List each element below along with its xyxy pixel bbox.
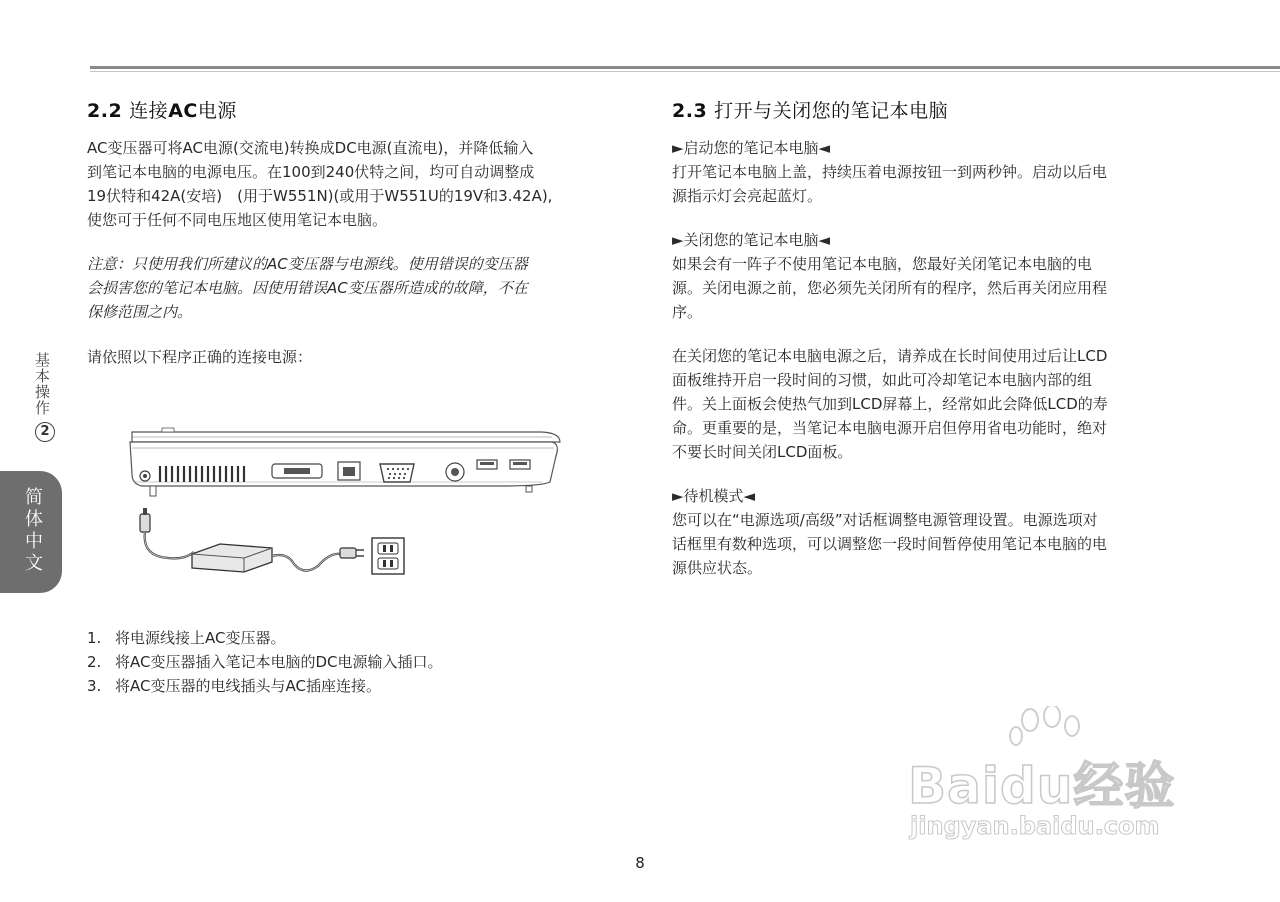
lcd-line: 在关闭您的笔记本电脑电源之后，请养成在长时间使用过后让LCD xyxy=(672,347,1108,365)
section-2-3-heading xyxy=(672,96,1192,123)
header-rule-thin xyxy=(90,71,1280,72)
standby-line: 话框里有数种选项，可以调整您一段时间暂停使用笔记本电脑的电 xyxy=(672,535,1108,553)
intro-line: AC变压器可将AC电源(交流电)转换成DC电源(直流电)，并降低输入 xyxy=(87,139,534,157)
note-line: 保修范围之内。 xyxy=(87,303,193,321)
ac-adapter-intro xyxy=(87,136,607,232)
step-text: 将电源线接上AC变压器。 xyxy=(115,629,286,647)
note-line: 注意：只使用我们所建议的AC变压器与电源线。使用错误的变压器 xyxy=(87,255,528,273)
standby-line: 您可以在“电源选项/高级”对话框调整电源管理设置。电源选项对 xyxy=(672,511,1098,529)
intro-line: 使您可于任何不同电压地区使用笔记本电脑。 xyxy=(87,211,388,229)
shutdown-line: 如果会有一阵子不使用笔记本电脑，您最好关闭笔记本电脑的电 xyxy=(672,255,1093,273)
shutdown-laptop-title: ►关闭您的笔记本电脑◄ xyxy=(672,231,831,249)
section-2-3-heading-text: 打开与关闭您的笔记本电脑 xyxy=(714,100,949,122)
language-tab-label: 简体中文 xyxy=(22,487,43,575)
chapter-marker xyxy=(32,352,58,442)
watermark-brand: Baidu经验 xyxy=(908,757,1176,815)
lcd-line: 面板维持开启一段时间的习惯，如此可冷却笔记本电脑内部的组 xyxy=(672,371,1093,389)
shutdown-line: 序。 xyxy=(672,303,703,321)
section-2-2-heading-ac: AC xyxy=(168,100,198,122)
header-rule xyxy=(90,66,1280,69)
section-2-2-number: 2.2 xyxy=(87,100,123,122)
lcd-line: 命。更重要的是，当笔记本电脑电源开启但停用省电功能时，绝对 xyxy=(672,419,1108,437)
start-line: 打开笔记本电脑上盖，持续压着电源按钮一到两秒钟。启动以后电 xyxy=(672,163,1108,181)
step-text: 将AC变压器的电线插头与AC插座连接。 xyxy=(115,677,381,695)
procedure-steps xyxy=(87,626,607,698)
section-2-2-heading-pre: 连接 xyxy=(129,100,169,122)
section-2-2-heading-post: 电源 xyxy=(197,100,237,122)
intro-line: 到笔记本电脑的电源电压。在100到240伏特之间，均可自动调整成 xyxy=(87,163,535,181)
list-item xyxy=(87,650,607,674)
section-2-2-heading xyxy=(87,96,607,123)
standby-mode-title: ►待机模式◄ xyxy=(672,487,756,505)
shutdown-line: 源。关闭电源之前，您必须先关闭所有的程序，然后再关闭应用程 xyxy=(672,279,1108,297)
caution-note xyxy=(87,252,607,324)
start-line: 源指示灯会亮起蓝灯。 xyxy=(672,187,823,205)
chapter-label: 基本操作 xyxy=(33,352,51,416)
section-2-3 xyxy=(672,96,1192,580)
lcd-line: 不要长时间关闭LCD面板。 xyxy=(672,443,853,461)
shutdown-laptop-text xyxy=(672,252,1192,324)
lcd-line: 件。关上面板会使热气加到LCD屏幕上，经常如此会降低LCD的寿 xyxy=(672,395,1108,413)
watermark-url: jingyan.baidu.com xyxy=(910,812,1160,840)
standby-line: 源供应状态。 xyxy=(672,559,763,577)
note-line: 会损害您的笔记本电脑。因使用错误AC变压器所造成的故障，不在 xyxy=(87,279,528,297)
start-laptop-text xyxy=(672,160,1192,208)
page-number: 8 xyxy=(635,854,645,872)
baidu-watermark xyxy=(908,706,1208,856)
language-tab xyxy=(0,471,62,593)
step-text: 将AC变压器插入笔记本电脑的DC电源输入插口。 xyxy=(115,653,443,671)
section-2-3-number: 2.3 xyxy=(672,100,708,122)
intro-line: 19伏特和42A(安培) (用于W551N)(或用于W551U的19V和3.42A), xyxy=(87,187,553,205)
step-number: 1. xyxy=(87,629,102,647)
lcd-care-text xyxy=(672,344,1192,464)
list-item xyxy=(87,626,607,650)
step-number: 3. xyxy=(87,677,102,695)
procedure-intro: 请依照以下程序正确的连接电源： xyxy=(87,348,313,366)
section-2-2 xyxy=(87,96,607,369)
laptop-power-connection-illustration xyxy=(122,424,570,584)
start-laptop-title: ►启动您的笔记本电脑◄ xyxy=(672,139,831,157)
standby-mode-text xyxy=(672,508,1192,580)
chapter-number-badge: 2 xyxy=(35,422,55,442)
list-item xyxy=(87,674,607,698)
step-number: 2. xyxy=(87,653,102,671)
